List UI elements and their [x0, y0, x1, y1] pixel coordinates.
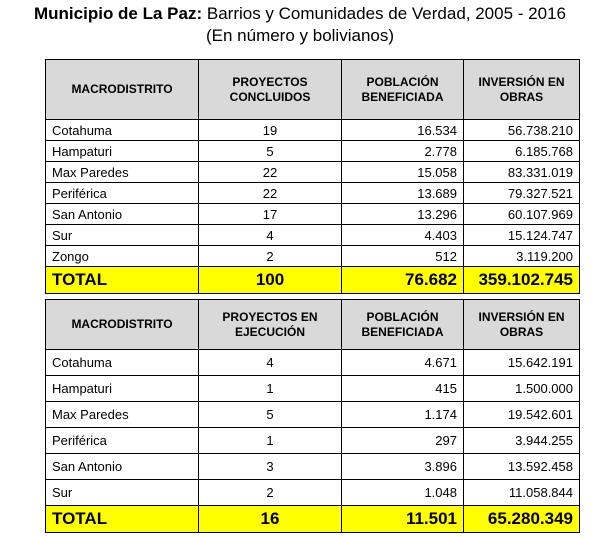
table-cell: 83.331.019	[464, 162, 580, 183]
table-cell: Hampaturi	[46, 141, 199, 162]
table-cell: 22	[199, 162, 342, 183]
table-header-row	[46, 300, 580, 350]
table-cell: 3.896	[342, 454, 464, 480]
column-header: INVERSIÓN EN OBRAS	[464, 60, 580, 120]
table-cell: Periférica	[46, 183, 199, 204]
table-cell: 6.185.768	[464, 141, 580, 162]
table-row	[46, 120, 580, 141]
page-title	[0, 3, 600, 25]
ongoing-projects-table	[45, 299, 580, 533]
table-row	[46, 141, 580, 162]
table-row	[46, 428, 580, 454]
table-row	[46, 162, 580, 183]
total-row	[46, 267, 580, 294]
table-cell: Hampaturi	[46, 376, 199, 402]
table-cell: 3	[199, 454, 342, 480]
table-cell: 2.778	[342, 141, 464, 162]
title-description: Barrios y Comunidades de Verdad, 2005 - 2016	[206, 4, 566, 23]
total-investment: 65.280.349	[464, 506, 580, 533]
table-cell: 19	[199, 120, 342, 141]
table-cell: 1.174	[342, 402, 464, 428]
table-cell: 17	[199, 204, 342, 225]
table-row	[46, 225, 580, 246]
table-row	[46, 454, 580, 480]
table-row	[46, 183, 580, 204]
total-row	[46, 506, 580, 533]
table-cell: 4.403	[342, 225, 464, 246]
total-label: TOTAL	[46, 267, 199, 294]
table-cell: 22	[199, 183, 342, 204]
column-header: INVERSIÓN EN OBRAS	[464, 300, 580, 350]
table-cell: 297	[342, 428, 464, 454]
table-header-row	[46, 60, 580, 120]
table-cell: 1	[199, 428, 342, 454]
table-cell: 3.944.255	[464, 428, 580, 454]
page-subtitle: (En número y bolivianos)	[205, 26, 395, 45]
column-header: POBLACIÓN BENEFICIADA	[342, 60, 464, 120]
total-label: TOTAL	[46, 506, 199, 533]
column-header: MACRODISTRITO	[46, 300, 199, 350]
table-cell: 56.738.210	[464, 120, 580, 141]
title-municipality: Municipio de La Paz:	[34, 4, 203, 23]
table-cell: San Antonio	[46, 204, 199, 225]
table-cell: 15.058	[342, 162, 464, 183]
table-cell: 4	[199, 225, 342, 246]
table-cell: 15.124.747	[464, 225, 580, 246]
total-population: 76.682	[342, 267, 464, 294]
table-cell: 13.689	[342, 183, 464, 204]
total-projects: 16	[199, 506, 342, 533]
table-cell: Cotahuma	[46, 120, 199, 141]
column-header: PROYECTOS EN EJECUCIÓN	[199, 300, 342, 350]
table-cell: Max Paredes	[46, 162, 199, 183]
table-cell: 3.119.200	[464, 246, 580, 267]
table-row	[46, 350, 580, 376]
total-population: 11.501	[342, 506, 464, 533]
table-cell: Max Paredes	[46, 402, 199, 428]
table-cell: Zongo	[46, 246, 199, 267]
table-cell: 415	[342, 376, 464, 402]
table-row	[46, 376, 580, 402]
table-cell: 5	[199, 402, 342, 428]
table-row	[46, 402, 580, 428]
table-cell: 2	[199, 246, 342, 267]
table-cell: 1.500.000	[464, 376, 580, 402]
column-header: MACRODISTRITO	[46, 60, 199, 120]
column-header: PROYECTOS CONCLUIDOS	[199, 60, 342, 120]
table-cell: Cotahuma	[46, 350, 199, 376]
table-cell: San Antonio	[46, 454, 199, 480]
table-cell: Periférica	[46, 428, 199, 454]
table-cell: Sur	[46, 480, 199, 506]
table-cell: Sur	[46, 225, 199, 246]
column-header: POBLACIÓN BENEFICIADA	[342, 300, 464, 350]
table-cell: 19.542.601	[464, 402, 580, 428]
table-row	[46, 480, 580, 506]
table-cell: 1.048	[342, 480, 464, 506]
total-projects: 100	[199, 267, 342, 294]
table-cell: 13.592.458	[464, 454, 580, 480]
table-cell: 60.107.969	[464, 204, 580, 225]
table-cell: 13.296	[342, 204, 464, 225]
table-cell: 16.534	[342, 120, 464, 141]
table-cell: 79.327.521	[464, 183, 580, 204]
table-cell: 15.642.191	[464, 350, 580, 376]
table-cell: 4.671	[342, 350, 464, 376]
table-cell: 4	[199, 350, 342, 376]
completed-projects-table	[45, 59, 580, 294]
table-cell: 1	[199, 376, 342, 402]
table-cell: 11.058.844	[464, 480, 580, 506]
total-investment: 359.102.745	[464, 267, 580, 294]
table-cell: 2	[199, 480, 342, 506]
table-cell: 512	[342, 246, 464, 267]
table-cell: 5	[199, 141, 342, 162]
table-row	[46, 246, 580, 267]
table-row	[46, 204, 580, 225]
